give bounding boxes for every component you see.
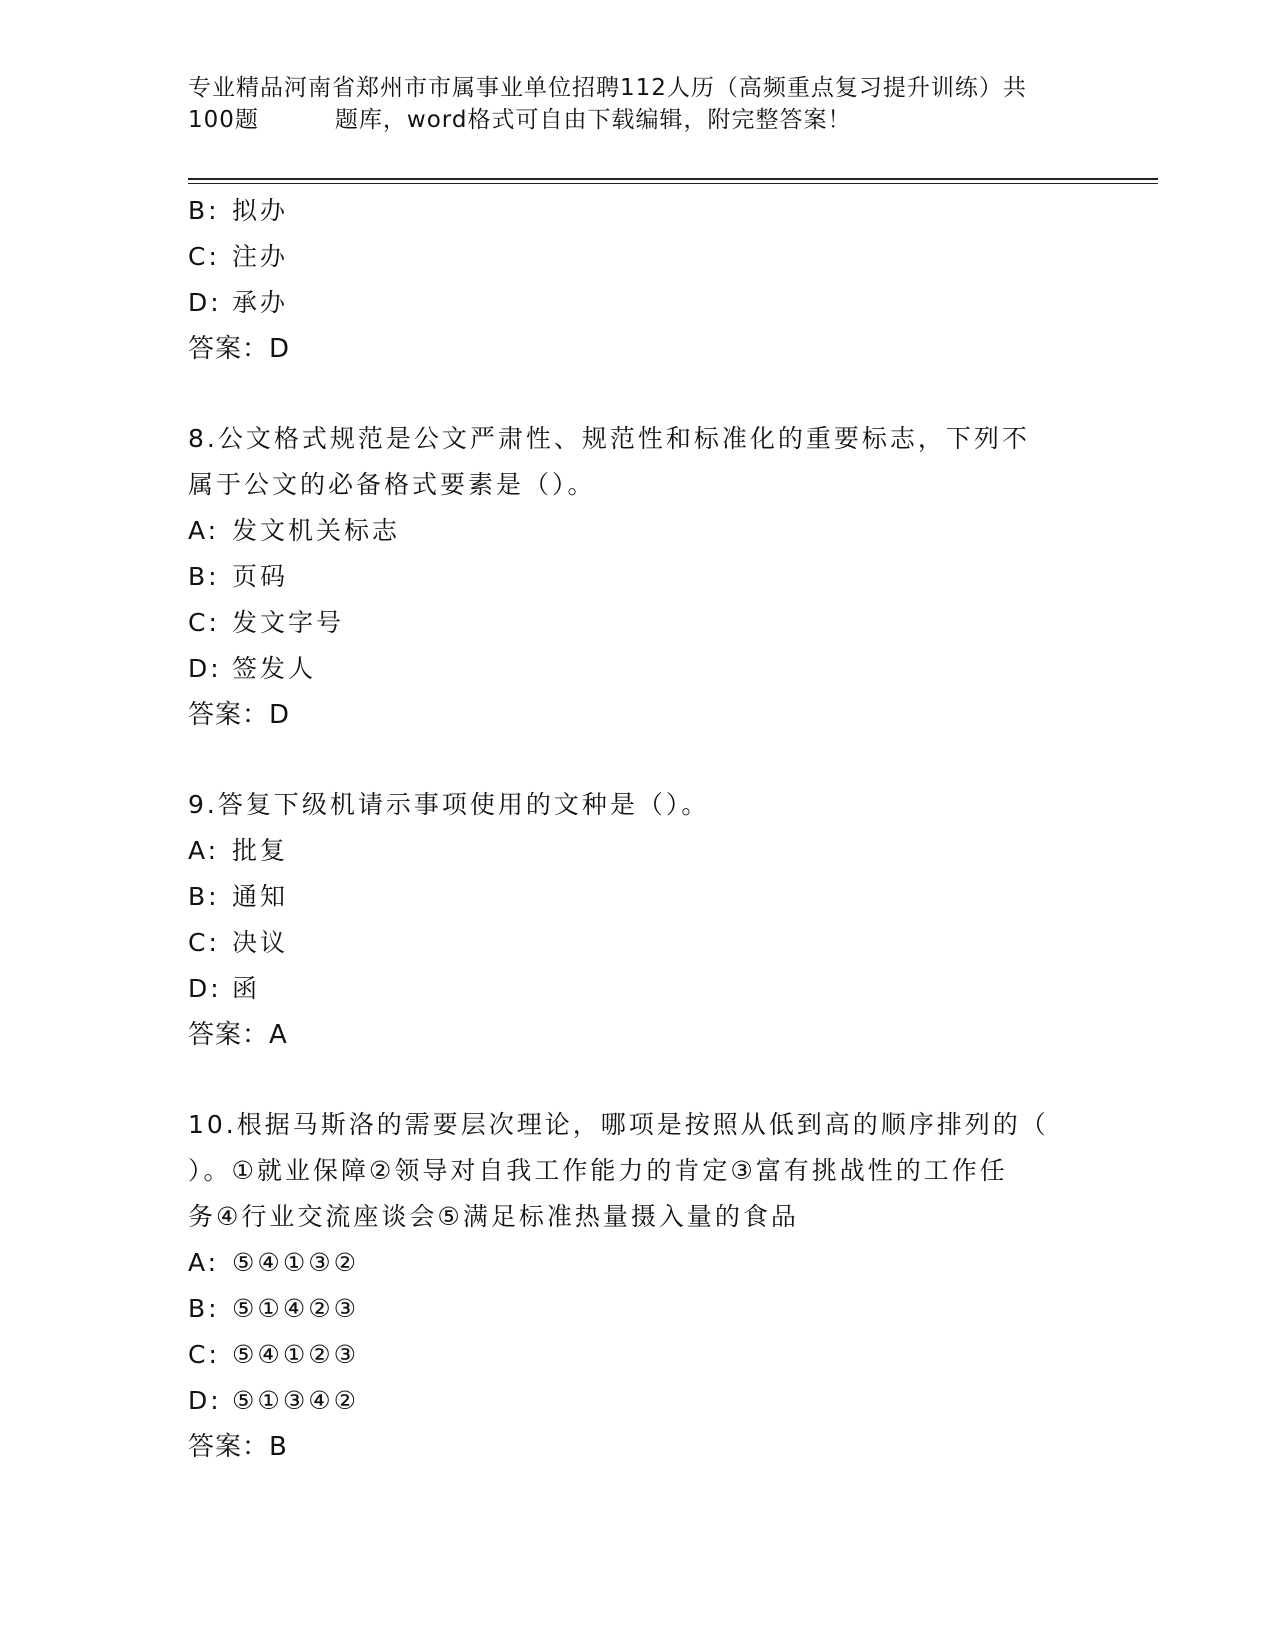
option-d: D: 承办 [188, 288, 289, 317]
option-c: C: 决议 [188, 928, 289, 957]
option-c: C: ⑤④①②③ [188, 1340, 360, 1369]
question-stem: 10.根据马斯洛的需要层次理论，哪项是按照从低到高的顺序排列的（ [188, 1110, 1049, 1139]
header-line-1: 专业精品河南省郑州市市属事业单位招聘112人历（高频重点复习提升训练）共 [188, 75, 1027, 101]
header-divider-thick [188, 178, 1158, 180]
option-d: D: 函 [188, 974, 261, 1003]
option-b: B: 拟办 [188, 196, 289, 225]
answer-line: 答案：D [188, 700, 291, 730]
question-block-10 [188, 1102, 1088, 1470]
answer-line: 答案：A [188, 1020, 288, 1050]
question-stem: 属于公文的必备格式要素是（）。 [188, 470, 596, 499]
option-c: C: 发文字号 [188, 608, 345, 637]
option-a: A: ⑤④①③② [188, 1248, 360, 1277]
question-block-8 [188, 416, 1088, 738]
header-line-2 [188, 104, 1068, 136]
header-count: 100题 [188, 107, 259, 133]
question-stem: 务④行业交流座谈会⑤满足标准热量摄入量的食品 [188, 1202, 799, 1231]
option-d: D: ⑤①③④② [188, 1386, 360, 1415]
header-divider-thin [188, 183, 1158, 184]
question-list [188, 188, 1088, 1470]
option-c: C: 注办 [188, 242, 289, 271]
question-block-9 [188, 782, 1088, 1058]
answer-line: 答案：B [188, 1432, 288, 1462]
option-d: D: 签发人 [188, 654, 317, 683]
header-description: 题库，word格式可自由下载编辑，附完整答案！ [334, 107, 852, 133]
question-stem: 8.公文格式规范是公文严肃性、规范性和标准化的重要标志，下列不 [188, 424, 1030, 453]
option-b: B: 通知 [188, 882, 289, 911]
option-a: A: 批复 [188, 836, 289, 865]
option-b: B: 页码 [188, 562, 289, 591]
answer-line: 答案：D [188, 334, 291, 364]
option-a: A: 发文机关标志 [188, 516, 401, 545]
question-block-prev [188, 188, 1088, 372]
document-header [188, 72, 1068, 136]
option-b: B: ⑤①④②③ [188, 1294, 360, 1323]
question-stem: ）。①就业保障②领导对自我工作能力的肯定③富有挑战性的工作任 [188, 1156, 1008, 1185]
question-stem: 9.答复下级机请示事项使用的文种是（）。 [188, 790, 710, 819]
